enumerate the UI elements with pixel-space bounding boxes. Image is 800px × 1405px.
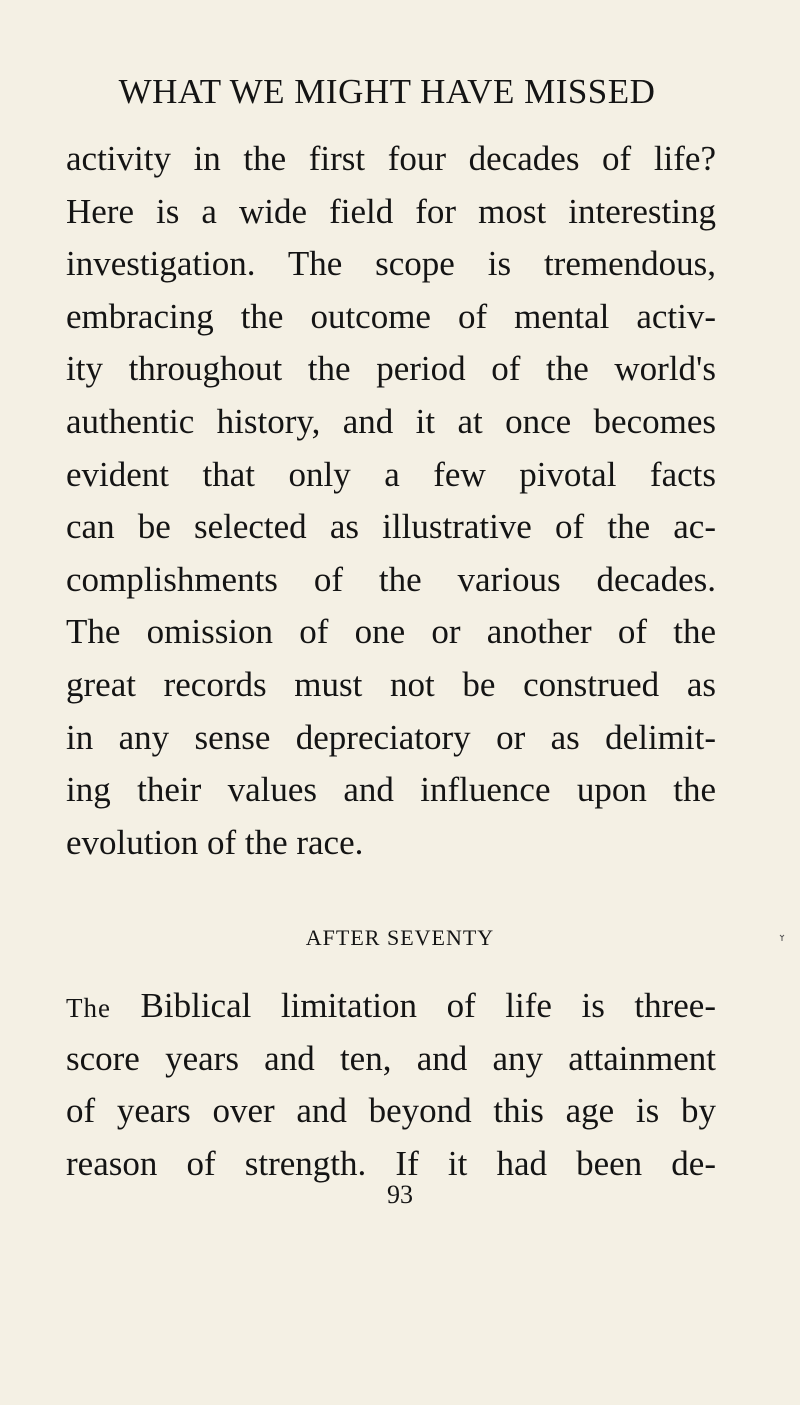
small-caps-lead: The	[66, 993, 111, 1023]
page-number: 93	[387, 1180, 413, 1209]
text-line: Here is a wide field for most interesting	[66, 191, 716, 231]
print-speck-icon	[779, 934, 785, 942]
text-line: evolution of the race.	[66, 822, 364, 862]
text-line: great records must not be construed as	[66, 664, 716, 704]
text-line: The omission of one or another of the	[66, 612, 716, 652]
paragraph-1	[66, 133, 716, 869]
text-line: in any sense depreciatory or as delimit-	[66, 717, 716, 757]
text-line: ing their values and influence upon the	[66, 770, 716, 810]
text-line: of years over and beyond this age is by	[66, 1091, 716, 1131]
text-line: score years and ten, and any attainment	[66, 1038, 716, 1078]
text-line: embracing the outcome of mental activ-	[66, 296, 716, 336]
text-line: ity throughout the period of the world's	[66, 349, 716, 389]
section-heading: AFTER SEVENTY	[305, 925, 495, 950]
paragraph-2	[66, 980, 716, 1190]
text-line: investigation. The scope is tremendous,	[66, 244, 716, 284]
text-line: evident that only a few pivotal facts	[66, 454, 716, 494]
running-head: WHAT WE MIGHT HAVE MISSED	[118, 72, 656, 111]
first-line-rest: Biblical limitation of life is three-	[110, 986, 716, 1025]
text-line-first	[66, 980, 716, 1033]
text-line: authentic history, and it at once becomes	[66, 401, 716, 441]
text-line: activity in the first four decades of life?	[66, 139, 716, 178]
text-line: complishments of the various decades.	[66, 559, 716, 599]
text-line: can be selected as illustrative of the ac-	[66, 507, 716, 547]
text-line: reason of strength. If it had been de-	[66, 1143, 716, 1183]
